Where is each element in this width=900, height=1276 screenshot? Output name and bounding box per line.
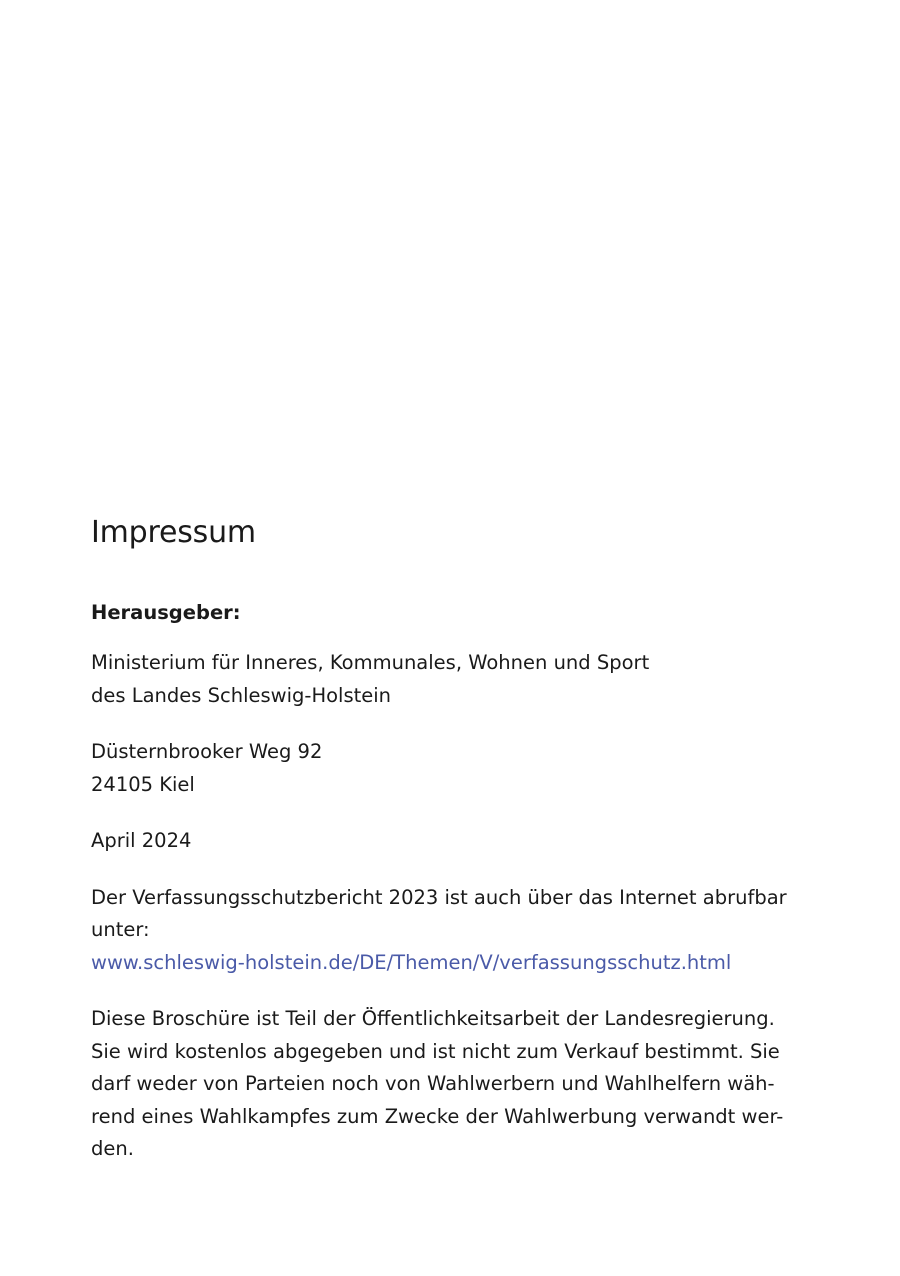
address-city: 24105 Kiel	[91, 772, 195, 796]
internet-text-line: Der Verfassungsschutzbericht 2023 ist auch über das Internet abrufbar	[91, 885, 787, 909]
address-street: Düsternbrooker Weg 92	[91, 740, 323, 763]
internet-text-line: unter:	[91, 918, 150, 941]
publication-date	[91, 825, 791, 858]
notice-line: den.	[91, 1137, 134, 1160]
address	[91, 736, 791, 801]
internet-info	[91, 882, 791, 980]
publisher-heading: Herausgeber:	[91, 601, 241, 624]
publisher-name	[91, 647, 791, 712]
date-text: April 2024	[91, 829, 192, 852]
notice-line: rend eines Wahlkampfes zum Zwecke der Wahlwerbung verwandt wer-	[91, 1104, 784, 1128]
notice-paragraph	[91, 1003, 791, 1166]
notice-line: darf weder von Parteien noch von Wahlwerbern und Wahlhelfern wäh-	[91, 1072, 775, 1095]
impressum-section	[91, 513, 791, 1166]
publisher-line: des Landes Schleswig-Holstein	[91, 683, 392, 707]
page-title: Impressum	[91, 515, 256, 550]
notice-line: Diese Broschüre ist Teil der Öffentlichkeitsarbeit der Landesregierung.	[91, 1007, 775, 1030]
publisher-line: Ministerium für Inneres, Kommunales, Wohnen und Sport	[91, 651, 650, 674]
website-link[interactable]: www.schleswig-holstein.de/DE/Themen/V/verfassungsschutz.html	[91, 950, 732, 974]
notice-line: Sie wird kostenlos abgegeben und ist nicht zum Verkauf bestimmt. Sie	[91, 1039, 780, 1063]
